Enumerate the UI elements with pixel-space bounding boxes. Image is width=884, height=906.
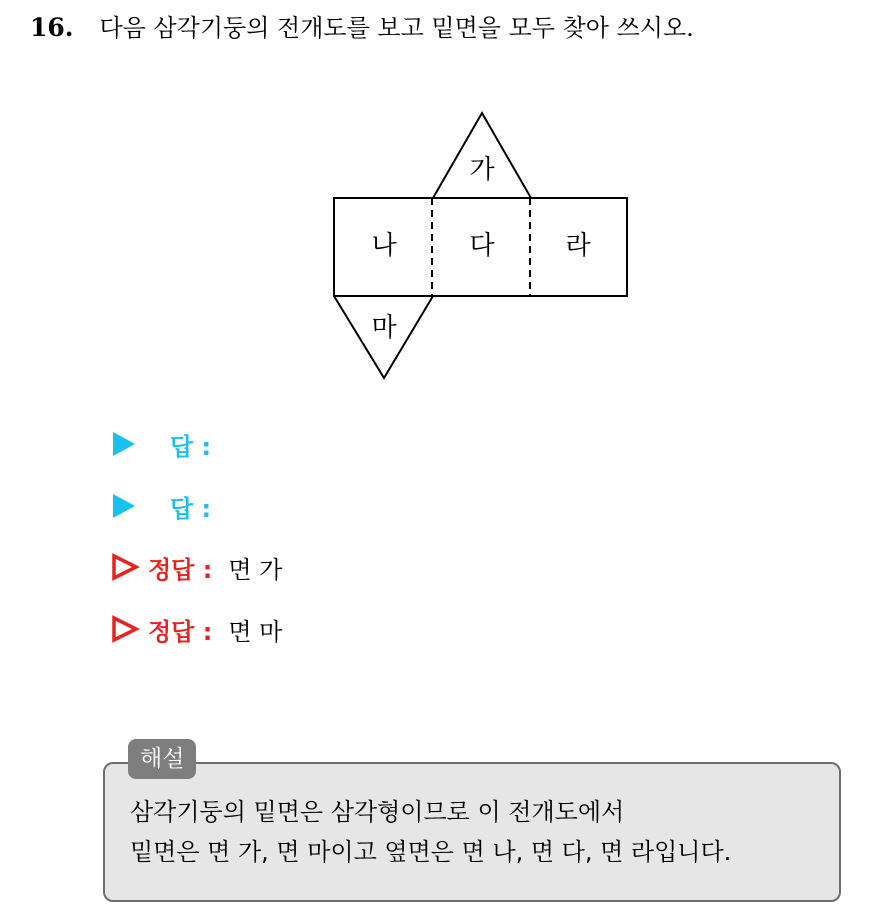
correct-answer-value: 면 마	[228, 617, 283, 646]
face-label-ga: 가	[469, 155, 495, 185]
outline-arrow-icon	[110, 615, 148, 643]
answer-row-2	[110, 489, 211, 523]
explanation-text	[130, 792, 731, 872]
play-arrow-icon	[110, 430, 170, 458]
answer-label: 답 :	[170, 432, 212, 461]
question-number: 16.	[30, 13, 74, 42]
correct-answer-row-1	[110, 550, 282, 584]
face-label-na: 나	[371, 231, 397, 261]
face-label-da: 다	[469, 231, 495, 261]
play-arrow-icon	[110, 492, 170, 520]
face-label-ma: 마	[371, 313, 397, 343]
correct-answer-row-2	[110, 612, 282, 646]
correct-answer-label: 정답 :	[148, 555, 213, 584]
question-text: 다음 삼각기둥의 전개도를 보고 밑면을 모두 찾아 쓰시오.	[99, 14, 694, 42]
outline-arrow-icon	[110, 553, 148, 581]
answer-row-1	[110, 427, 211, 461]
explanation-line-2: 밑면은 면 가, 면 마이고 옆면은 면 나, 면 다, 면 라입니다.	[130, 838, 732, 866]
face-label-ra: 라	[565, 231, 591, 261]
correct-answer-label: 정답 :	[148, 617, 213, 646]
explanation-line-1: 삼각기둥의 밑면은 삼각형이므로 이 전개도에서	[130, 798, 625, 826]
explanation-tag: 해설	[128, 739, 196, 779]
correct-answer-value: 면 가	[228, 555, 283, 584]
answer-label: 답 :	[170, 494, 212, 523]
